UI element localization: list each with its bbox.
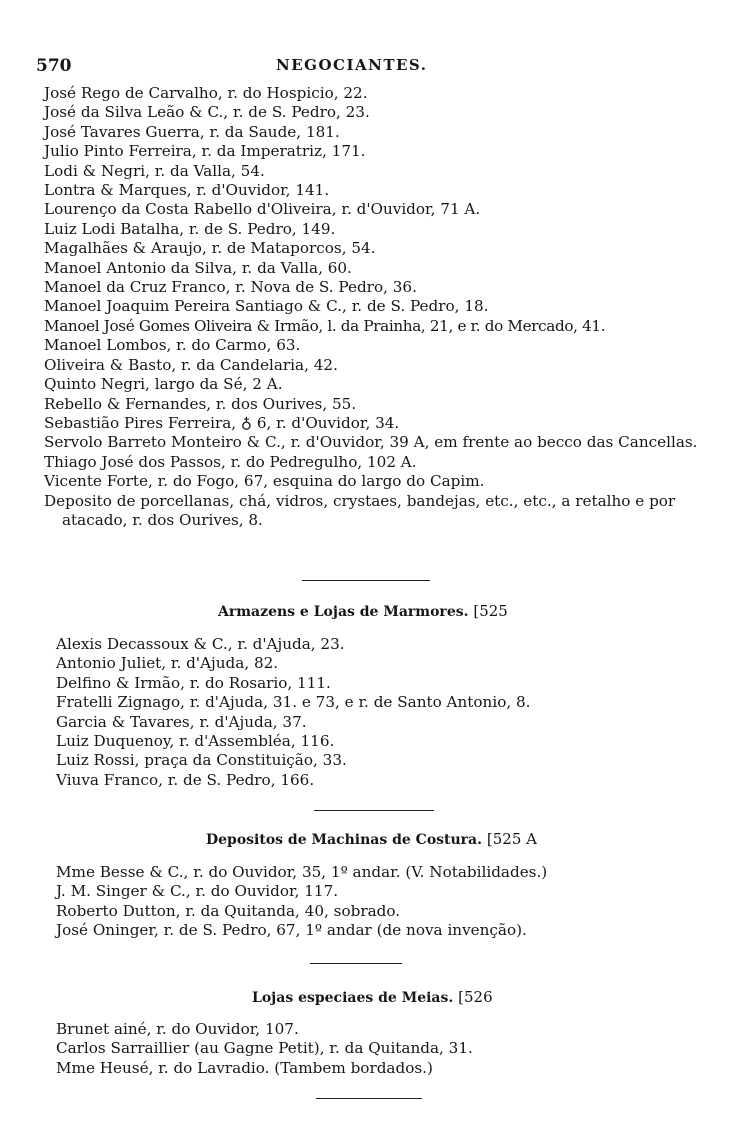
list-item: Magalhães & Araujo, r. de Mataporcos, 54. — [44, 239, 376, 258]
meias-list — [56, 1020, 473, 1078]
section-title-text: Lojas especiaes de Meias. — [252, 990, 454, 1006]
list-item: Viuva Franco, r. de S. Pedro, 166. — [56, 770, 315, 789]
list-item: Roberto Dutton, r. da Quitanda, 40, sobrado. — [56, 901, 401, 920]
list-item: Julio Pinto Ferreira, r. da Imperatriz, 171. — [44, 142, 366, 161]
section-divider — [316, 1098, 422, 1099]
list-item: Delfino & Irmão, r. do Rosario, 111. — [56, 673, 331, 692]
list-item: Manoel Lombos, r. do Carmo, 63. — [44, 336, 301, 355]
list-item: Lontra & Marques, r. d'Ouvidor, 141. — [44, 181, 330, 200]
negociantes-list — [44, 84, 702, 530]
list-item: Manoel da Cruz Franco, r. Nova de S. Pedro, 36. — [44, 278, 417, 297]
list-item: Sebastião Pires Ferreira, ♁ 6, r. d'Ouvidor, 34. — [44, 413, 400, 432]
list-item: Luiz Duquenoy, r. d'Assembléa, 116. — [56, 732, 335, 751]
list-item: Vicente Forte, r. do Fogo, 67, esquina do largo do Capim. — [44, 472, 485, 491]
list-item: Lodi & Negri, r. da Valla, 54. — [44, 161, 265, 180]
list-item: José Rego de Carvalho, r. do Hospicio, 22. — [44, 84, 368, 102]
section-divider — [314, 810, 434, 811]
section-divider — [302, 580, 430, 581]
list-item: José Oninger, r. de S. Pedro, 67, 1º andar (de nova invenção). — [56, 921, 527, 940]
list-item: José Tavares Guerra, r. da Saude, 181. — [44, 122, 340, 141]
section-title-machinas — [206, 830, 537, 848]
section-title-text: Armazens e Lojas de Marmores. — [218, 604, 469, 620]
list-item: Manoel José Gomes Oliveira & Irmão, l. da Prainha, 21, e r. do Mercado, 41. — [44, 316, 606, 335]
section-divider — [310, 963, 402, 964]
list-item: Antonio Juliet, r. d'Ajuda, 82. — [56, 654, 279, 673]
page-header — [36, 56, 656, 82]
list-item: Brunet ainé, r. do Ouvidor, 107. — [56, 1020, 299, 1038]
list-item: J. M. Singer & C., r. do Ouvidor, 117. — [56, 882, 339, 901]
section-title-meias — [252, 988, 493, 1006]
section-ref: [526 — [458, 988, 493, 1006]
list-item: Deposito de porcellanas, chá, vidros, crystaes, bandejas, etc., etc., a retalho e por atacado, r. dos Ourives, 8. — [44, 491, 676, 529]
list-item: Manoel Joaquim Pereira Santiago & C., r. de S. Pedro, 18. — [44, 297, 489, 316]
list-item: José da Silva Leão & C., r. de S. Pedro, 23. — [44, 103, 370, 122]
section-ref: [525 — [473, 602, 508, 620]
marmores-list — [56, 635, 530, 790]
section-title-text: Depositos de Machinas de Costura. — [206, 832, 483, 848]
section-ref: [525 A — [486, 830, 537, 848]
list-item: Garcia & Tavares, r. d'Ajuda, 37. — [56, 712, 307, 731]
page-number: 570 — [36, 56, 72, 76]
list-item: Fratelli Zignago, r. d'Ajuda, 31. e 73, e r. de Santo Antonio, 8. — [56, 693, 531, 712]
list-item: Servolo Barreto Monteiro & C., r. d'Ouvidor, 39 A, em frente ao becco das Cancellas. — [44, 433, 698, 452]
list-item: Luiz Lodi Batalha, r. de S. Pedro, 149. — [44, 219, 336, 238]
list-item: Oliveira & Basto, r. da Candelaria, 42. — [44, 355, 338, 374]
running-title: NEGOCIANTES. — [276, 56, 428, 74]
list-item: Mme Besse & C., r. do Ouvidor, 35, 1º andar. (V. Notabilidades.) — [56, 863, 548, 881]
list-item: Carlos Sarraillier (au Gagne Petit), r. da Quitanda, 31. — [56, 1039, 473, 1058]
list-item: Thiago José dos Passos, r. do Pedregulho, 102 A. — [44, 452, 417, 471]
section-title-marmores — [218, 602, 508, 620]
list-item: Alexis Decassoux & C., r. d'Ajuda, 23. — [56, 635, 345, 653]
list-item: Quinto Negri, largo da Sé, 2 A. — [44, 375, 283, 394]
machinas-list — [56, 863, 547, 941]
list-item: Lourenço da Costa Rabello d'Oliveira, r. d'Ouvidor, 71 A. — [44, 200, 481, 219]
list-item: Mme Heusé, r. do Lavradio. (Tambem bordados.) — [56, 1058, 433, 1077]
list-item: Rebello & Fernandes, r. dos Ourives, 55. — [44, 394, 357, 413]
list-item: Luiz Rossi, praça da Constituição, 33. — [56, 751, 347, 770]
list-item: Manoel Antonio da Silva, r. da Valla, 60. — [44, 258, 352, 277]
